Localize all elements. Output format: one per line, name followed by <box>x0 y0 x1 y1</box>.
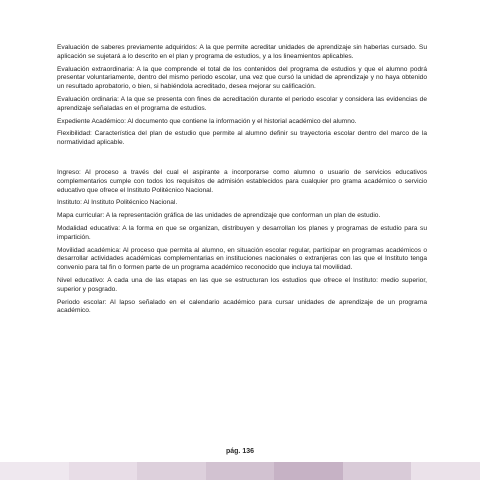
definition-paragraph: Ingreso: Al proceso a través del cual el aspirante a incorporarse como alumno o usuario de servicios educativos complementarios cumple con todos los requisitos de admisión establecidos para cualquier pro grama académico o servicio educativo que ofrece el Instituto Politécnico Nacional. <box>57 168 427 194</box>
definition-paragraph: Evaluación extraordinaria: A la que comprende el total de los contenidos del programa de estudios y que el alumno podrá presentar voluntariamente, dentro del mismo periodo escolar, una vez que cursó la unidad de aprendizaje y no haya obtenido un resultado aprobatorio, o bien, si habiéndola acreditado, desea mejorar su calificación. <box>57 65 427 91</box>
definition-paragraph: Movilidad académica: Al proceso que permita al alumno, en situación escolar regular, participar en programas académicos o desarrollar actividades académicas complementarias en instituciones nacionales o extranjeras con las que el Instituto tenga convenio para tal fin o formen parte de un programa académico reconocido que incluya tal movilidad. <box>57 246 427 272</box>
band-shade <box>69 462 138 480</box>
band-shade <box>274 462 343 480</box>
definition-paragraph: Nivel educativo: A cada una de las etapas en las que se estructuran los estudios que ofrece el Instituto: medio superior, superior y posgrado. <box>57 276 427 293</box>
band-shade <box>137 462 206 480</box>
definition-paragraph: Periodo escolar: Al lapso señalado en el calendario académico para cursar unidades de aprendizaje de un programa académico. <box>57 298 427 315</box>
definition-paragraph: Evaluación de saberes previamente adquiridos: A la que permite acreditar unidades de aprendizaje sin haberlas cursado. Su aplicación se sujetará a lo descrito en el plan y programa de estudios, y a los lineamientos aplicables. <box>57 44 427 60</box>
band-shade <box>0 462 69 480</box>
definition-paragraph: Modalidad educativa: A la forma en que se organizan, distribuyen y desarrollan los planes y programas de estudio para su impartición. <box>57 224 427 241</box>
definition-paragraph: Expediente Académico: Al documento que contiene la información y el historial académico del alumno. <box>57 117 357 125</box>
definition-paragraph: Instituto: Al Instituto Politécnico Nacional. <box>57 199 178 207</box>
definition-paragraph: Mapa curricular: A la representación gráfica de las unidades de aprendizaje que conforman un plan de estudio. <box>57 212 381 220</box>
band-shade <box>206 462 275 480</box>
band-shade <box>411 462 480 480</box>
definitions-group-1 <box>57 44 427 148</box>
section-gap <box>57 152 427 169</box>
document-body <box>57 44 427 320</box>
footer-decorative-band <box>0 462 480 480</box>
definitions-group-2 <box>57 169 427 316</box>
definition-paragraph: Flexibilidad: Característica del plan de estudio que permite al alumno definir su trayectoria escolar dentro del marco de la normatividad aplicable. <box>57 130 427 147</box>
definition-paragraph: Evaluación ordinaria: A la que se presenta con fines de acreditación durante el periodo escolar y considera las evidencias de aprendizaje señaladas en el programa de estudios. <box>57 95 427 112</box>
page-number: pág. 136 <box>225 448 254 455</box>
band-shade <box>343 462 412 480</box>
